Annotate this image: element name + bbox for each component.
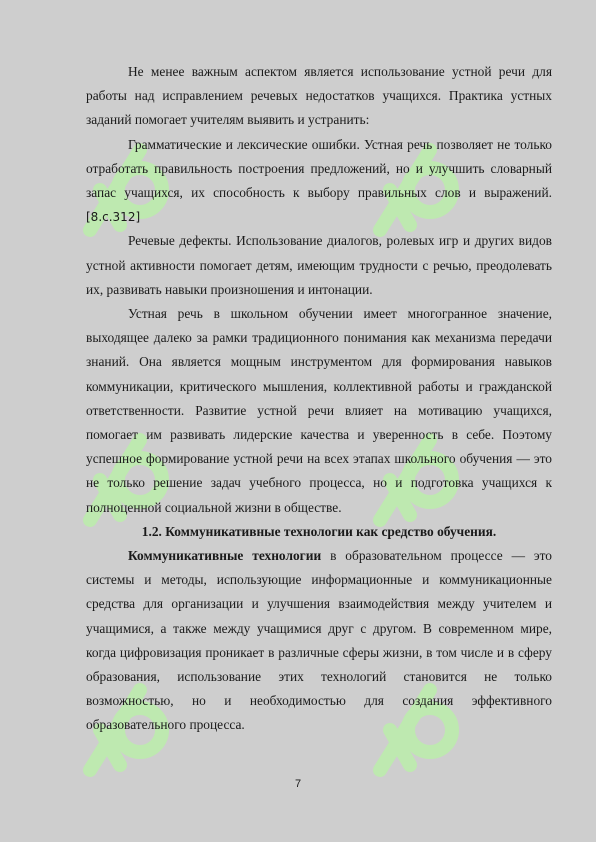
paragraph xyxy=(86,229,552,302)
paragraph xyxy=(86,133,552,230)
paragraph xyxy=(86,544,552,738)
page-number: 7 xyxy=(294,778,302,790)
section-heading: 1.2. Коммуникативные технологии как средство обучения. xyxy=(141,523,497,539)
paragraph-text: Устная речь в школьном обучении имеет многогранное значение, выходящее далеко за рамки традиционного понимания как механизма передачи знаний. Она является мощным инструментом для формирования навыков коммуникации, критического мышления, коллективной работы и гражданской ответственности. Развитие устной речи влияет на мотивацию учащихся, помогает им развивать лидерские качества и уверенность в себе. Поэтому успешное формирование устной речи на всех этапах школьного обучения — это не только решение задач учебного процесса, но и подготовка учащихся к полноценной социальной жизни в обществе. xyxy=(86,306,552,515)
paragraph-text: Грамматические и лексические ошибки. Устная речь позволяет не только отработать правильность построения предложений, но и улучшить словарный запас учащихся, их способность к выбору правильных слов и выражений. xyxy=(86,136,552,201)
paragraph-text: в образовательном процессе — это системы и методы, использующие информационные и коммуникационные средства для организации и улучшения взаимодействия между учителем и учащимися, а также между учащимися друг с другом. В современном мире, когда цифровизация проникает в различные сферы жизни, в том числе и в сферу образования, использование этих технологий становится не только возможностью, но и необходимостью для создания эффективного образовательного процесса. xyxy=(86,548,552,733)
body-text xyxy=(86,60,552,738)
citation: [8.c.312] xyxy=(86,210,141,225)
paragraph-text: Речевые дефекты. Использование диалогов, ролевых игр и других видов устной активности помогает детям, имеющим трудности с речью, преодолевать их, развивать навыки произношения и интонации. xyxy=(86,233,552,297)
paragraph xyxy=(86,302,552,520)
defined-term: Коммуникативные технологии xyxy=(128,548,322,564)
paragraph-text: Не менее важным аспектом является использование устной речи для работы над исправлением речевых недостатков учащихся. Практика устных заданий помогает учителям выявить и устранить: xyxy=(86,64,552,128)
paragraph xyxy=(86,60,552,133)
